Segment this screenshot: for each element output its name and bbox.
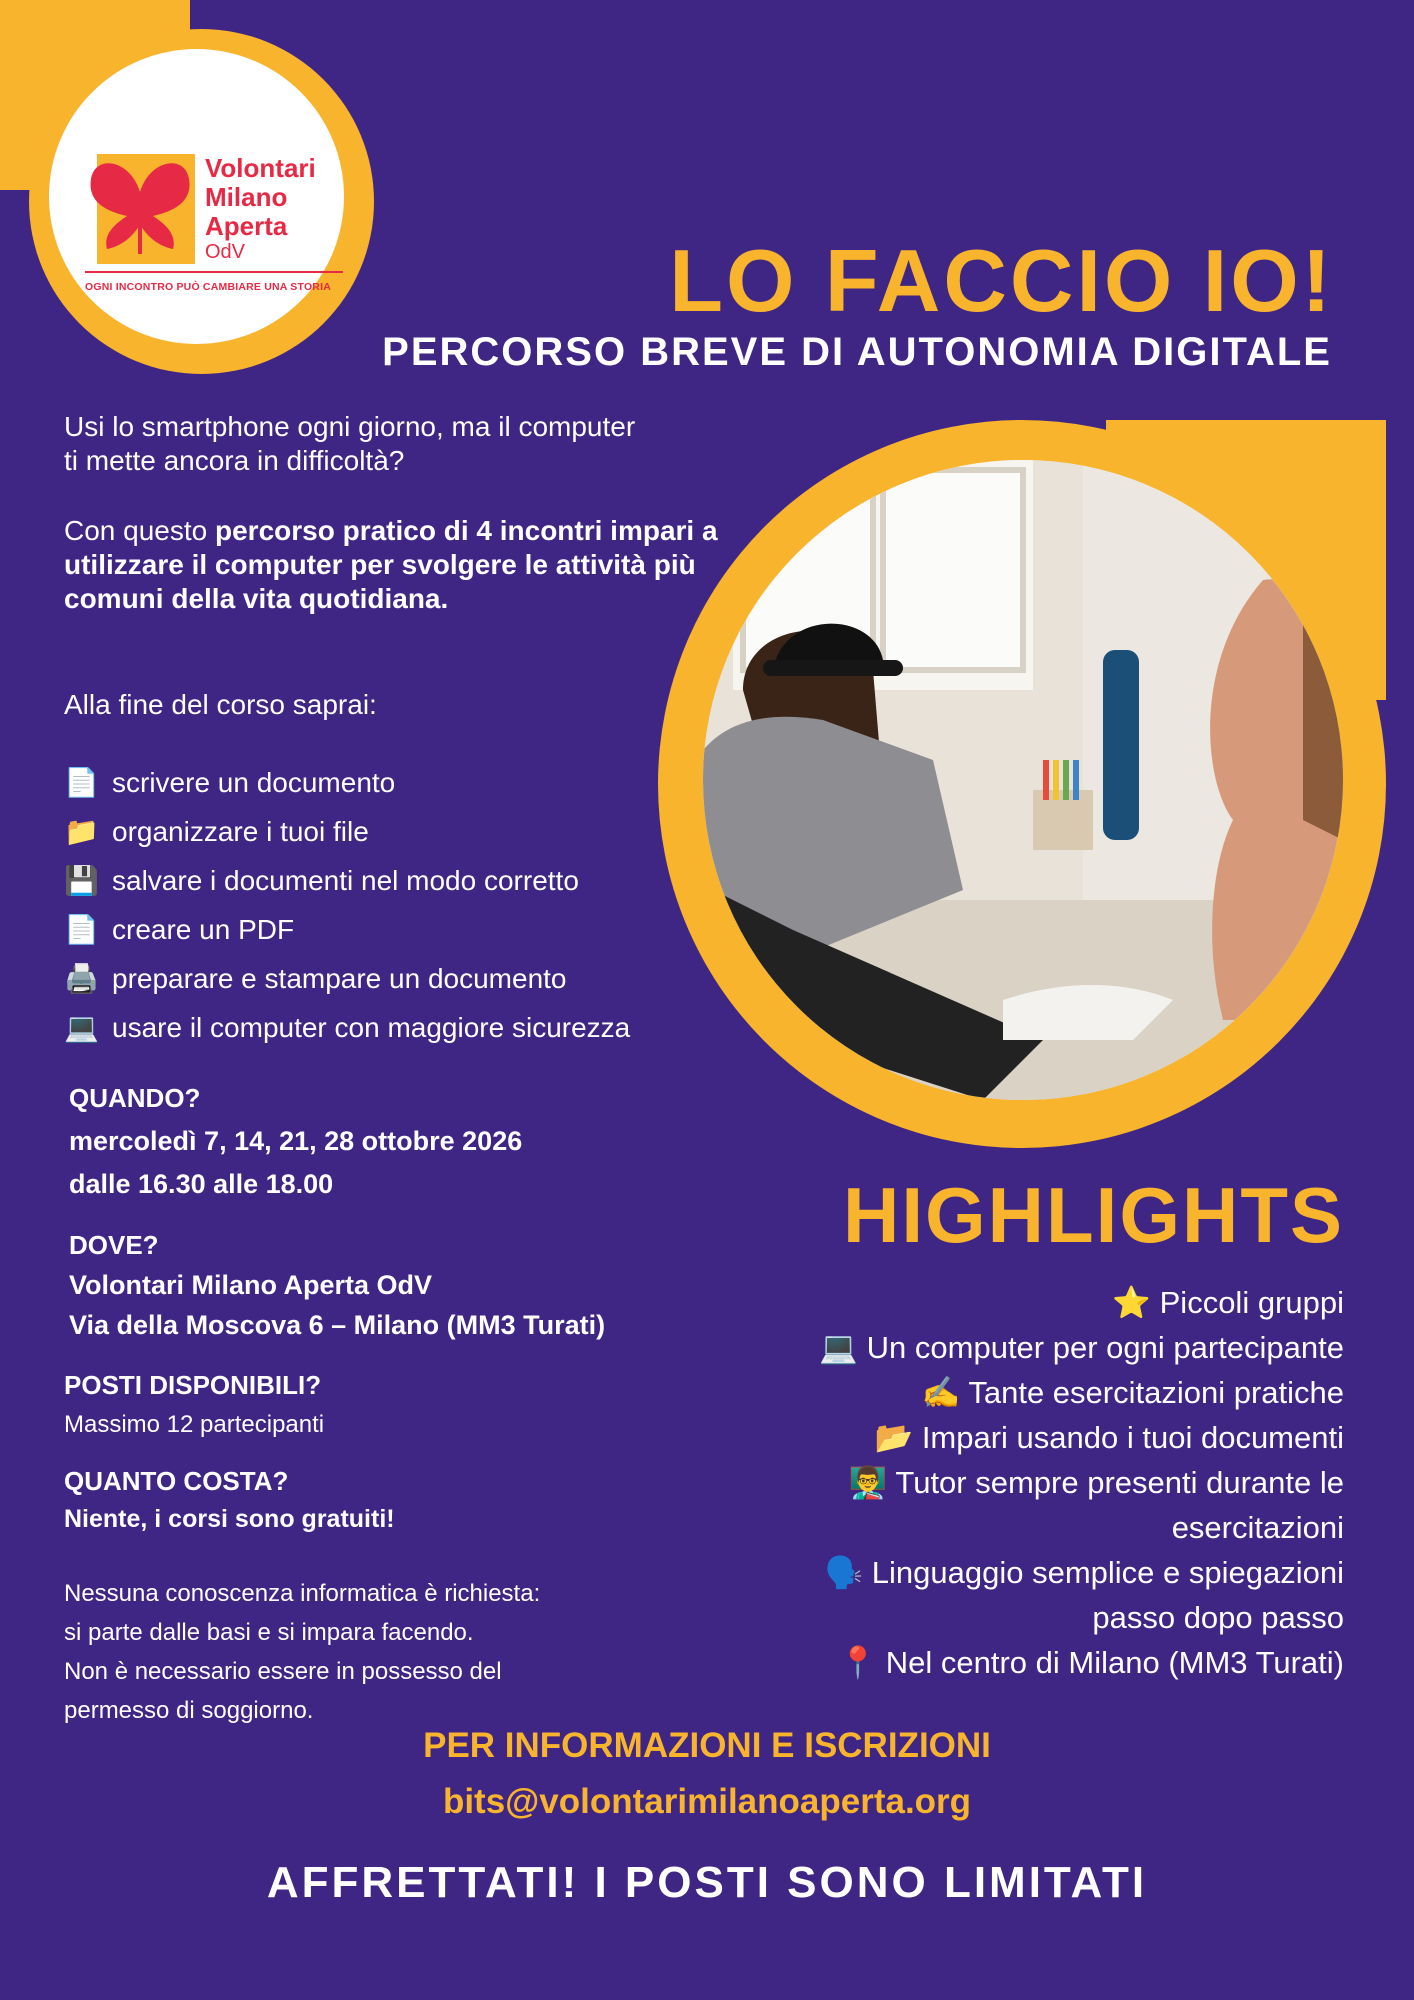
where-place: Volontari Milano Aperta OdV — [69, 1270, 433, 1300]
list-item: 📂 Impari usando i tuoi documenti — [874, 1420, 1344, 1455]
logo-name: Volontari Milano Aperta — [205, 153, 316, 241]
writing-hand-icon: ✍️ — [921, 1375, 961, 1410]
floppy-disk-icon: 💾 — [64, 865, 99, 896]
skills-list — [64, 758, 630, 1052]
printer-icon: 🖨️ — [64, 963, 99, 994]
list-item: 🗣️ Linguaggio semplice e spiegazioni passo dopo passo — [824, 1555, 1344, 1635]
list-item: 👨‍🏫 Tutor sempre presenti durante le esercitazioni — [848, 1465, 1344, 1545]
where-address: Via della Moscova 6 – Milano (MM3 Turati) — [69, 1310, 606, 1340]
list-item: ⭐ Piccoli gruppi — [1112, 1285, 1344, 1320]
list-item: 💾 salvare i documenti nel modo corretto — [64, 864, 579, 896]
seats-value: Massimo 12 partecipanti — [64, 1411, 325, 1438]
folder-icon: 📁 — [64, 816, 99, 847]
info-title: PER INFORMAZIONI E ISCRIZIONI — [423, 1726, 991, 1765]
where-label: DOVE? — [69, 1230, 159, 1260]
laptop-icon: 💻 — [64, 1012, 99, 1043]
cost-value: Niente, i corsi sono gratuiti! — [64, 1505, 395, 1533]
list-item: 📁 organizzare i tuoi file — [64, 815, 369, 847]
butterfly-logo-icon — [85, 154, 195, 264]
seats-label: POSTI DISPONIBILI? — [64, 1370, 322, 1400]
list-item: 📄 creare un PDF — [64, 913, 295, 945]
logo-badge — [29, 29, 374, 374]
speaking-head-icon: 🗣️ — [824, 1555, 864, 1590]
contact-email-link[interactable]: bits@volontarimilanoaperta.org — [442, 1782, 972, 1821]
pin-icon: 📍 — [838, 1645, 878, 1680]
intro-outcomes-lead: Alla fine del corso saprai: — [64, 689, 377, 720]
document-icon: 📄 — [64, 767, 99, 798]
highlights-list — [704, 1280, 1344, 1685]
when-dates: mercoledì 7, 14, 21, 28 ottobre 2026 — [69, 1126, 523, 1156]
logo-disc — [49, 49, 344, 344]
laptop-icon: 💻 — [819, 1330, 859, 1365]
open-folder-icon: 📂 — [874, 1420, 914, 1455]
list-item: 💻 usare il computer con maggiore sicurezza — [64, 1011, 631, 1043]
call-to-action: AFFRETTATI! I POSTI SONO LIMITATI — [266, 1858, 1148, 1907]
logo-odv: OdV — [205, 241, 246, 263]
list-item: 🖨️ preparare e stampare un documento — [64, 962, 567, 994]
intro-description: Con questo percorso pratico di 4 incontri impari a utilizzare il computer per svolgere le attività più comuni della vita quotidiana. — [64, 515, 718, 614]
list-item: ✍️ Tante esercitazioni pratiche — [921, 1375, 1344, 1410]
list-item: 📄 scrivere un documento — [64, 766, 396, 798]
page-subtitle: PERCORSO BREVE DI AUTONOMIA DIGITALE — [382, 330, 1332, 374]
people-at-laptop-image — [703, 460, 1343, 1100]
list-item: 💻 Un computer per ogni partecipante — [819, 1330, 1344, 1365]
logo-tagline: OGNI INCONTRO PUÒ CAMBIARE UNA STORIA — [85, 281, 331, 293]
pdf-document-icon: 📄 — [64, 914, 99, 945]
list-item: 📍 Nel centro di Milano (MM3 Turati) — [838, 1645, 1344, 1680]
cost-label: QUANTO COSTA? — [64, 1466, 289, 1496]
highlights-title: HIGHLIGHTS — [843, 1171, 1344, 1259]
logo-divider — [85, 271, 343, 273]
when-hours: dalle 16.30 alle 18.00 — [69, 1169, 334, 1199]
requirements-note: Nessuna conoscenza informatica è richiesta: si parte dalle basi e si impara facendo. Non è necessario essere in possesso del permesso di soggiorno. — [64, 1580, 541, 1724]
course-photo — [703, 460, 1343, 1100]
page-title: LO FACCIO IO! — [669, 231, 1334, 330]
star-icon: ⭐ — [1112, 1285, 1151, 1320]
when-label: QUANDO? — [69, 1083, 201, 1113]
intro-question: Usi lo smartphone ogni giorno, ma il computer ti mette ancora in difficoltà? — [64, 411, 636, 476]
teacher-icon: 👨‍🏫 — [848, 1465, 888, 1500]
